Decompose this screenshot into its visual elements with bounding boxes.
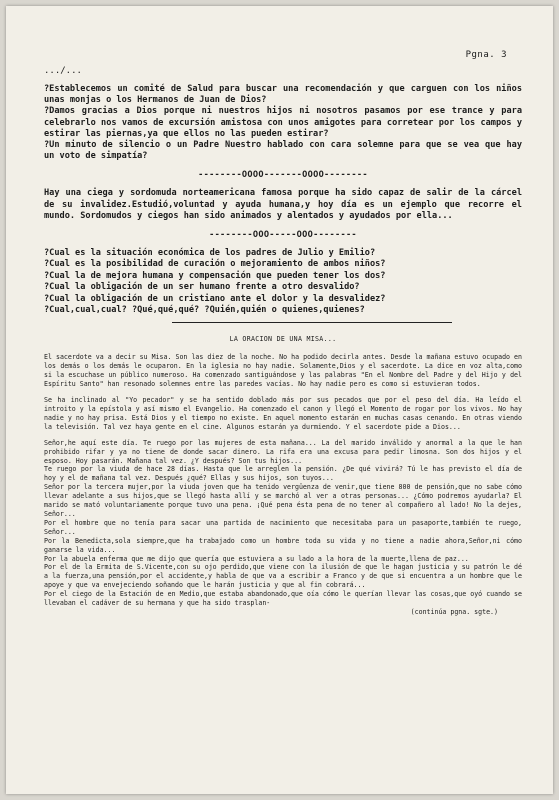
question-line: ?Cual,cual,cual? ?Qué,qué,qué? ?Quién,quién o quienes,quienes? [44, 305, 365, 316]
continuation-marker: .../... [44, 66, 82, 76]
mass-prayer-block [44, 353, 522, 607]
prayer-paragraph: Por el de la Ermita de S.Vicente,con su ojo perdido,que viene con la ilusión de que le hagan justicia y su patrón le dé a la fuerza,una pensión,por el accidente,y habla de que va a escribir a Franco y de que si encuentra a un hombre que le apoye y que va envejeciendo soñando que le harán justicia y que al fin cobrará... [44, 563, 522, 590]
prayer-paragraph: Te ruego por la viuda de hace 28 días. Hasta que le arreglen la pensión. ¿De qué vivirá? Tú le has previsto el día de hoy y el de mañana tal vez. Después ¿qué? Ellas y sus hijos, son tuyos... [44, 465, 522, 483]
intro-paragraph: ?Un minuto de silencio o un Padre Nuestro hablado con cara solemne para que se vea que hay un voto de simpatía? [44, 140, 522, 162]
prayer-paragraph: Se ha inclinado al "Yo pecador" y se ha sentido doblado más por sus pecados que por el peso del día. Ha leído el introito y la epístola y así mismo el Evangelio. Ha comenzado el canon y llegó el Momento de rogar por los vivos. No hay nadie y no hay prisa. Está Dios y el tiempo no existe. En aquel momento estarán en muchas casas cenando. En otras viendo la televisión. Tal vez haya gente en el cine. Algunos estarán ya durmiendo. Y el sacerdote pide a Dios... [44, 396, 522, 431]
question-line: ?Cual la obligación de un ser humano frente a otro desvalido? [44, 282, 360, 293]
question-line: ?Cual la obligación de un cristiano ante el dolor y la desvalidez? [44, 293, 386, 304]
document-page [6, 6, 553, 794]
question-line: ?Cual es la posibilidad de curación o mejoramiento de ambos niños? [44, 259, 386, 270]
prayer-paragraph: Por el hombre que no tenía para sacar una partida de nacimiento que necesitaba para un pasaporte,también te ruego, Señor... [44, 518, 522, 536]
page-number: Pgna. 3 [465, 50, 507, 60]
section-title: LA ORACION DE UNA MISA... [229, 335, 337, 344]
question-list [44, 248, 522, 316]
question-line: ?Cual es la situación económica de los padres de Julio y Emilio? [44, 248, 376, 259]
intro-paragraph: ?Damos gracias a Dios porque ni nuestros hijos ni nosotros pasamos por ese trance y para celebrarlo nos vamos de excursión amistosa con unos amigotes para corretear por los campos y estirar las piernas,ya que ellos no las pueden estirar? [44, 106, 522, 139]
separator: --------OOOO-------OOOO-------- [198, 170, 368, 181]
question-line: ?Cual la de mejora humana y compensación que pueden tener los dos? [44, 270, 386, 281]
story-paragraph: Hay una ciega y sordomuda norteamericana famosa porque ha sido capaz de salir de la cárcel de su invalidez.Estudió,voluntad y ayuda humana,y hoy día es un ejemplo que recorre el mundo. Sordomudos y ciegos han sido animados y alentados y ayudados por ella... [44, 188, 522, 221]
document-body [44, 84, 522, 616]
horizontal-rule [172, 322, 452, 323]
prayer-paragraph: Señor,he aquí este día. Te ruego por las mujeres de esta mañana... La del marido inválido y anormal a la que le han prohibido rifar y ya no tiene de donde sacar dinero. La rifa era una excusa para pedir limosna. Son dos hijos y el esposo. Hoy pasarán. Mañana tal vez. ¿Y después? Son tus hijos... [44, 438, 522, 465]
intro-paragraph: ?Establecemos un comité de Salud para buscar una recomendación y que carguen con los niños unas monjas o los Hermanos de Juan de Dios? [44, 84, 522, 106]
prayer-paragraph: Por la Benedicta,sola siempre,que ha trabajado como un hombre toda su vida y no tiene a nadie ahora,Señor,ni cómo ganarse la vida... [44, 536, 522, 554]
prayer-paragraph: Señor por la tercera mujer,por la viuda joven que ha tenido vergüenza de venir,que tiene 800 de pensión,que no sabe cómo llevar adelante a sus hijos,que se llegó hasta allí y se marchó al ver a otras personas... ¿Cómo podremos ayudarla? El marido se mató voluntariamente porque tuvo una pena. ¡Qué pena ésta pena de no tener al compañero al lado! No la dejes, Señor... [44, 483, 522, 518]
continuation-note: (continúa pgna. sgte.) [410, 607, 498, 616]
separator: --------OOO-----OOO-------- [209, 230, 357, 241]
prayer-paragraph: Por el ciego de la Estación de en Medio,que estaba abandonado,que oía cómo le querían llevar las cosas,que oyó cuando se llevaban el cadáver de su hermana y que ha sido trasplan- [44, 590, 522, 608]
prayer-paragraph: Por la abuela enferma que me dijo que quería que estuviera a su lado a la hora de la muerte,llena de paz... [44, 554, 469, 563]
prayer-paragraph: El sacerdote va a decir su Misa. Son las diez de la noche. No ha podido decirla antes. Desde la mañana estuvo ocupado en los demás o los demás le ocuparon. En la iglesia no hay nadie. Solamente,Dios y el sacerdote. La dice en voz alta,como si la escuchase un público numeroso. Ha comenzado santiguándose y las palabras "En el Nombre del Padre y del Hijo y del Espíritu Santo" han resonado solemnes entre las paredes vacías. No hay nadie pero es como si estuvieran todos. [44, 353, 522, 389]
story-block [44, 188, 522, 222]
intro-block [44, 84, 522, 162]
